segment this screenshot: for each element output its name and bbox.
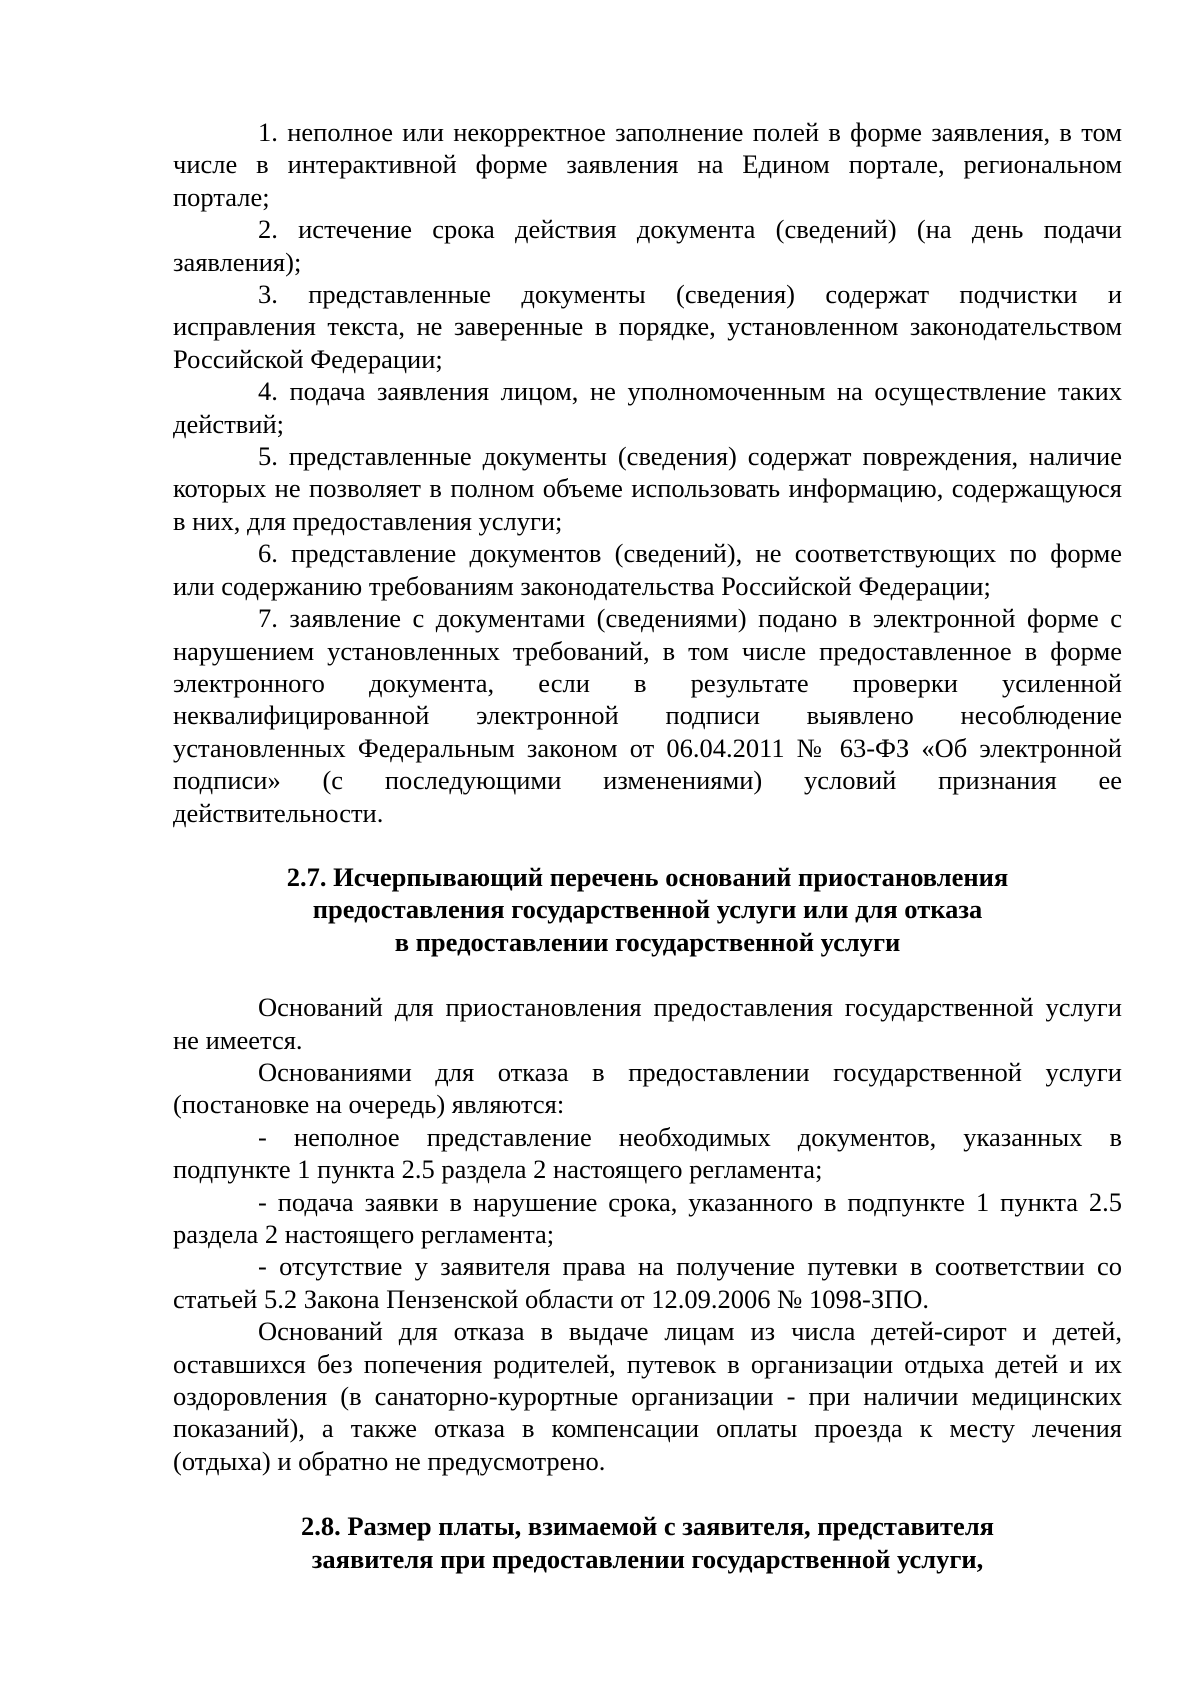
paragraph: - неполное представление необходимых документов, указанных в подпункте 1 пункта 2.5 раздела 2 настоящего регламента; bbox=[173, 1121, 1122, 1185]
list-item: 4. подача заявления лицом, не уполномоченным на осуществление таких действий; bbox=[173, 376, 1122, 439]
heading-line: предоставления государственной услуги или для отказа bbox=[312, 894, 983, 925]
spacer bbox=[173, 1477, 1122, 1510]
heading-line: 2.7. Исчерпывающий перечень оснований приостановления bbox=[286, 861, 1009, 892]
list-item: 1. неполное или некорректное заполнение полей в форме заявления, в том числе в интерактивной форме заявления на Едином портале, региональном портале; bbox=[173, 117, 1122, 212]
paragraph: Основаниями для отказа в предоставлении государственной услуги (постановке на очередь) являются: bbox=[173, 1056, 1122, 1120]
heading-line: заявителя при предоставлении государственной услуги, bbox=[311, 1543, 984, 1574]
paragraph: - подача заявки в нарушение срока, указанного в подпункте 1 пункта 2.5 раздела 2 настоящего регламента; bbox=[173, 1186, 1122, 1249]
spacer bbox=[173, 958, 1122, 991]
spacer bbox=[173, 829, 1122, 861]
list-item: 6. представление документов (сведений), не соответствующих по форме или содержанию требованиям законодательства Российской Федерации; bbox=[173, 538, 1122, 601]
list-item: 7. заявление с документами (сведениями) подано в электронной форме с нарушением установленных требований, в том числе предоставленное в форме электронного документа, если в результате проверки усиленной неквалифицированной электронной подписи выявлено несоблюдение установленных Федеральным законом от 06.04.2011 № 63-ФЗ «Об электронной подписи» (с последующими изменениями) условий признания ее действительности. bbox=[173, 603, 1122, 828]
paragraph: - отсутствие у заявителя права на получение путевки в соответствии со статьей 5.2 Закона Пензенской области от 12.09.2006 № 1098-ЗПО. bbox=[173, 1251, 1122, 1314]
section-2-7-body bbox=[173, 991, 1122, 1477]
refusal-grounds-list bbox=[173, 116, 1122, 829]
heading-line: 2.8. Размер платы, взимаемой с заявителя, представителя bbox=[300, 1511, 995, 1542]
paragraph: Оснований для отказа в выдаче лицам из числа детей-сирот и детей, оставшихся без попечения родителей, путевок в организации отдыха детей и их оздоровления (в санаторно-курортные организации - при наличии медицинских показаний), а также отказа в компенсации оплаты проезда к месту лечения (отдыха) и обратно не предусмотрено. bbox=[173, 1316, 1122, 1476]
heading-line: в предоставлении государственной услуги bbox=[394, 926, 901, 957]
section-2-7-heading bbox=[173, 861, 1122, 958]
list-item: 5. представленные документы (сведения) содержат повреждения, наличие которых не позволяет в полном объеме использовать информацию, содержащуюся в них, для предоставления услуги; bbox=[173, 441, 1122, 536]
section-2-8-heading bbox=[173, 1510, 1122, 1575]
list-item: 3. представленные документы (сведения) содержат подчистки и исправления текста, не заверенные в порядке, установленном законодательством Российской Федерации; bbox=[173, 279, 1122, 374]
list-item: 2. истечение срока действия документа (сведений) (на день подачи заявления); bbox=[173, 214, 1122, 277]
paragraph: Оснований для приостановления предоставления государственной услуги не имеется. bbox=[173, 992, 1122, 1055]
